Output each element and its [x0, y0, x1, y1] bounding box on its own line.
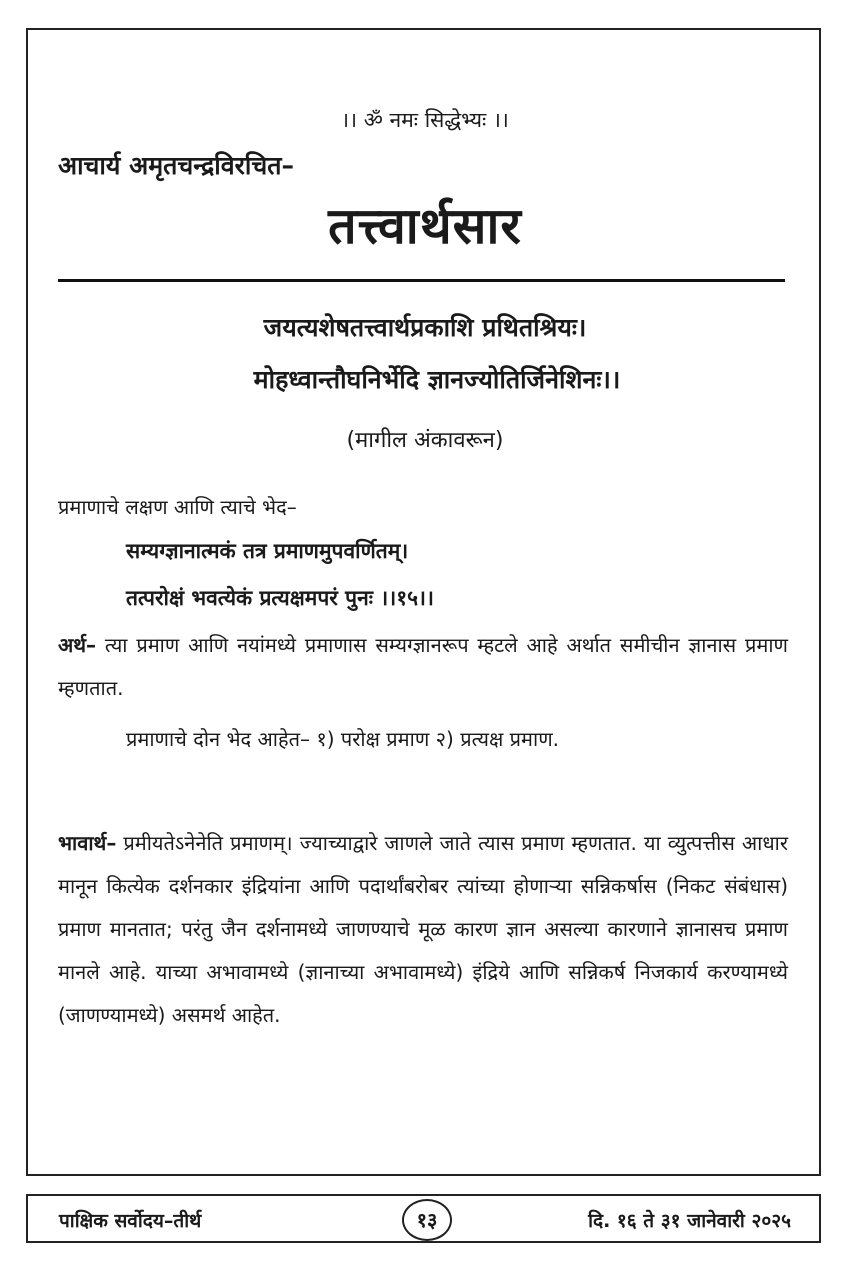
- invocation: ।। ॐ नमः सिद्धेभ्यः ।।: [341, 108, 509, 132]
- title-divider: [58, 279, 785, 282]
- pramana-types: प्रमाणाचे दोन भेद आहेत– १) परोक्ष प्रमाण २) प्रत्यक्ष प्रमाण.: [126, 727, 560, 751]
- author-line: आचार्य अमृतचन्द्रविरचित–: [58, 151, 294, 180]
- page-number: १३: [402, 1199, 452, 1241]
- issue-date: दि. १६ ते ३१ जानेवारी २०२५: [588, 1210, 791, 1232]
- meaning-paragraph: [58, 624, 788, 710]
- continued-note: (मागील अंकावरून): [346, 428, 504, 453]
- opening-verse-line-2: मोहध्वान्तौघनिर्भेदि ज्ञानज्योतिर्जिनेशिनः।।: [253, 365, 621, 394]
- publication-name: पाक्षिक सर्वोदय–तीर्थ: [59, 1210, 202, 1232]
- explanation-text: प्रमीयतेऽनेनेति प्रमाणम्। ज्याच्याद्वारे जाणले जाते त्यास प्रमाण म्हणतात. या व्युत्पत्तीस आधार मानून कित्येक दर्शनकार इंद्रियांना आणि पदार्थांबरोबर त्यांच्या होणाऱ्या सन्निकर्षास (निकट संबंधास) प्रमाण मानतात; परंतु जैन दर्शनामध्ये जाणण्याचे मूळ कारण ज्ञान असल्या कारणाने ज्ञानासच प्रमाण मानले आहे. याच्या अभावामध्ये (ज्ञानाच्या अभावामध्ये) इंद्रिये आणि सन्निकर्ष निजकार्य करण्यामध्ये (जाणण्यामध्ये) असमर्थ आहेत.: [58, 831, 789, 1027]
- explanation-label: भावार्थ–: [58, 831, 117, 855]
- sloka-line-1: सम्यग्ज्ञानात्मकं तत्र प्रमाणमुपवर्णितम्।: [126, 539, 409, 563]
- meaning-label: अर्थ–: [58, 633, 97, 657]
- sloka-line-2: तत्परोक्षं भवत्येकं प्रत्यक्षमपरं पुनः ।।१५।।: [126, 586, 434, 610]
- opening-verse-line-1: जयत्यशेषतत्त्वार्थप्रकाशि प्रथितश्रियः।: [263, 313, 587, 342]
- meaning-text: त्या प्रमाण आणि नयांमध्ये प्रमाणास सम्यग्ज्ञानरूप म्हटले आहे अर्थात समीचीन ज्ञानास प्रमाण म्हणतात.: [58, 633, 789, 700]
- section-heading: प्रमाणाचे लक्षण आणि त्याचे भेद–: [58, 495, 297, 519]
- explanation-paragraph: [58, 822, 788, 1037]
- book-title: तत्त्वार्थसार: [328, 197, 522, 255]
- page-footer: [26, 1194, 821, 1243]
